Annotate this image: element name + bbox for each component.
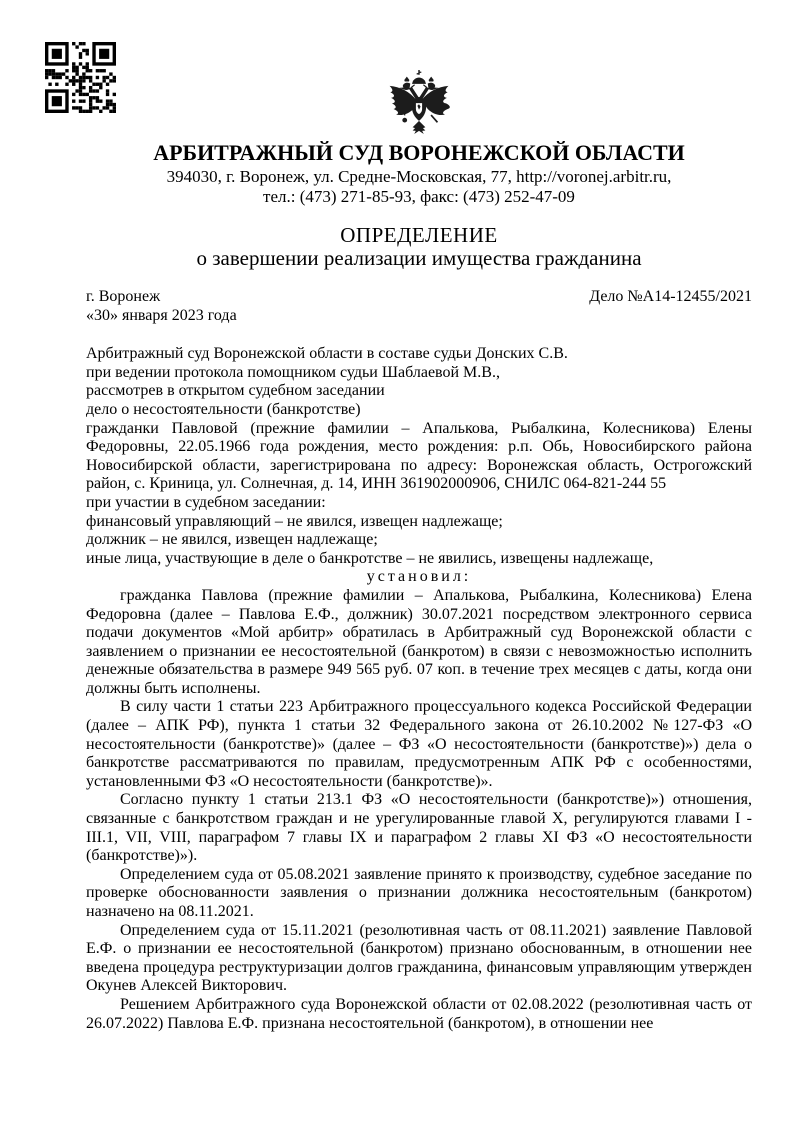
paragraph-restructuring: Определением суда от 15.11.2021 (резолютивная часть от 08.11.2021) заявление Павловой Е.Ф. о признании ее несостоятельной (банкротом) признано обоснованным, в отношении нее введена процедура реструктуризации долгов гражданина, финансовым управляющим утвержден Окунев Алексей Викторович. (86, 921, 752, 995)
paragraph-acceptance: Определением суда от 05.08.2021 заявление принято к производству, судебное заседание по проверке обоснованности заявления о признании должника несостоятельным (банкротом) назначено на 08.11.2021. (86, 865, 752, 920)
qr-code-icon (45, 42, 116, 113)
meta-case-number: Дело №А14-12455/2021 (589, 288, 752, 305)
paragraph-chapter-rules: Согласно пункту 1 статьи 213.1 ФЗ «О несостоятельности (банкротстве)») отношения, связанные с банкротством граждан и не урегулированные главой X, регулируются главами I - III.1, VII, VIII, параграфом 7 главы IX и параграфом 2 главы XI ФЗ «О несостоятельности (банкротстве)»). (86, 791, 752, 865)
intro-participation: при участии в судебном заседании: (86, 493, 326, 511)
document-content (0, 70, 800, 1033)
meta-date: «30» января 2023 года (86, 306, 237, 324)
intro-debtor: гражданки Павловой (прежние фамилии – Апалькова, Рыбалкина, Колесникова) Елены Федоровны, 22.05.1966 года рождения, место рождения: р.п. Обь, Новосибирского района Новосибирской области, зарегистрирована по адресу: Воронежская область, Острогожский район, с. Криница, ул. Солнечная, д. 14, ИНН 361902000906, СНИЛС 064-821-244 55 (86, 419, 752, 493)
document-subtitle: о завершении реализации имущества гражданина (196, 246, 642, 270)
document-body (86, 345, 752, 1033)
intro-other-persons: иные лица, участвующие в деле о банкротстве – не явились, извещены надлежаще, (86, 549, 654, 567)
intro-protocol: при ведении протокола помощником судьи Шаблаевой М.В., (86, 363, 500, 381)
document-title: ОПРЕДЕЛЕНИЕ (340, 223, 498, 247)
russian-coat-of-arms-icon (379, 70, 459, 140)
paragraph-bankruptcy-decision: Решением Арбитражного суда Воронежской области от 02.08.2022 (резолютивная часть от 26.07.2022) Павлова Е.Ф. признана несостоятельной (банкротом), в отношении нее (86, 995, 752, 1032)
court-phone: тел.: (473) 271-85-93, факс: (473) 252-47-09 (263, 187, 575, 206)
court-name: АРБИТРАЖНЫЙ СУД ВОРОНЕЖСКОЙ ОБЛАСТИ (153, 140, 685, 165)
intro-debtor-presence: должник – не явился, извещен надлежаще; (86, 531, 378, 549)
intro-hearing: рассмотрев в открытом судебном заседании (86, 382, 385, 400)
paragraph-apk-rules: В силу части 1 статьи 223 Арбитражного процессуального кодекса Российской Федерации (далее – АПК РФ), пункта 1 статьи 32 Федерального закона от 26.10.2002 №127-ФЗ «О несостоятельности (банкротстве)» (далее – ФЗ «О несостоятельности (банкротстве)») дела о банкротстве рассматриваются по правилам, предусмотренным АПК РФ с особенностями, установленными ФЗ «О несостоятельности (банкротстве)». (86, 698, 752, 790)
meta-city: г. Воронеж (86, 288, 161, 305)
intro-judge: Арбитражный суд Воронежской области в составе судьи Донских С.В. (86, 345, 568, 363)
case-meta-row (86, 288, 752, 307)
intro-case: дело о несостоятельности (банкротстве) (86, 400, 361, 418)
court-address: 394030, г. Воронеж, ул. Средне-Московская, 77, http://voronej.arbitr.ru, (166, 167, 672, 186)
intro-financial-manager: финансовый управляющий – не явился, извещен надлежаще; (86, 512, 503, 530)
paragraph-application: гражданка Павлова (прежние фамилии – Апалькова, Рыбалкина, Колесникова) Елена Федоровна (далее – Павлова Е.Ф., должник) 30.07.2021 посредством электронного сервиса подачи документов «Мой арбитр» обратилась в Арбитражный суд Воронежской области с заявлением о признании ее несостоятельной (банкротом) в связи с невозможностью исполнить денежные обязательства в размере 949 565 руб. 07 коп. в течение трех месяцев с даты, когда они должны быть исполнены. (86, 586, 752, 697)
resolution-word: установил: (366, 568, 472, 586)
